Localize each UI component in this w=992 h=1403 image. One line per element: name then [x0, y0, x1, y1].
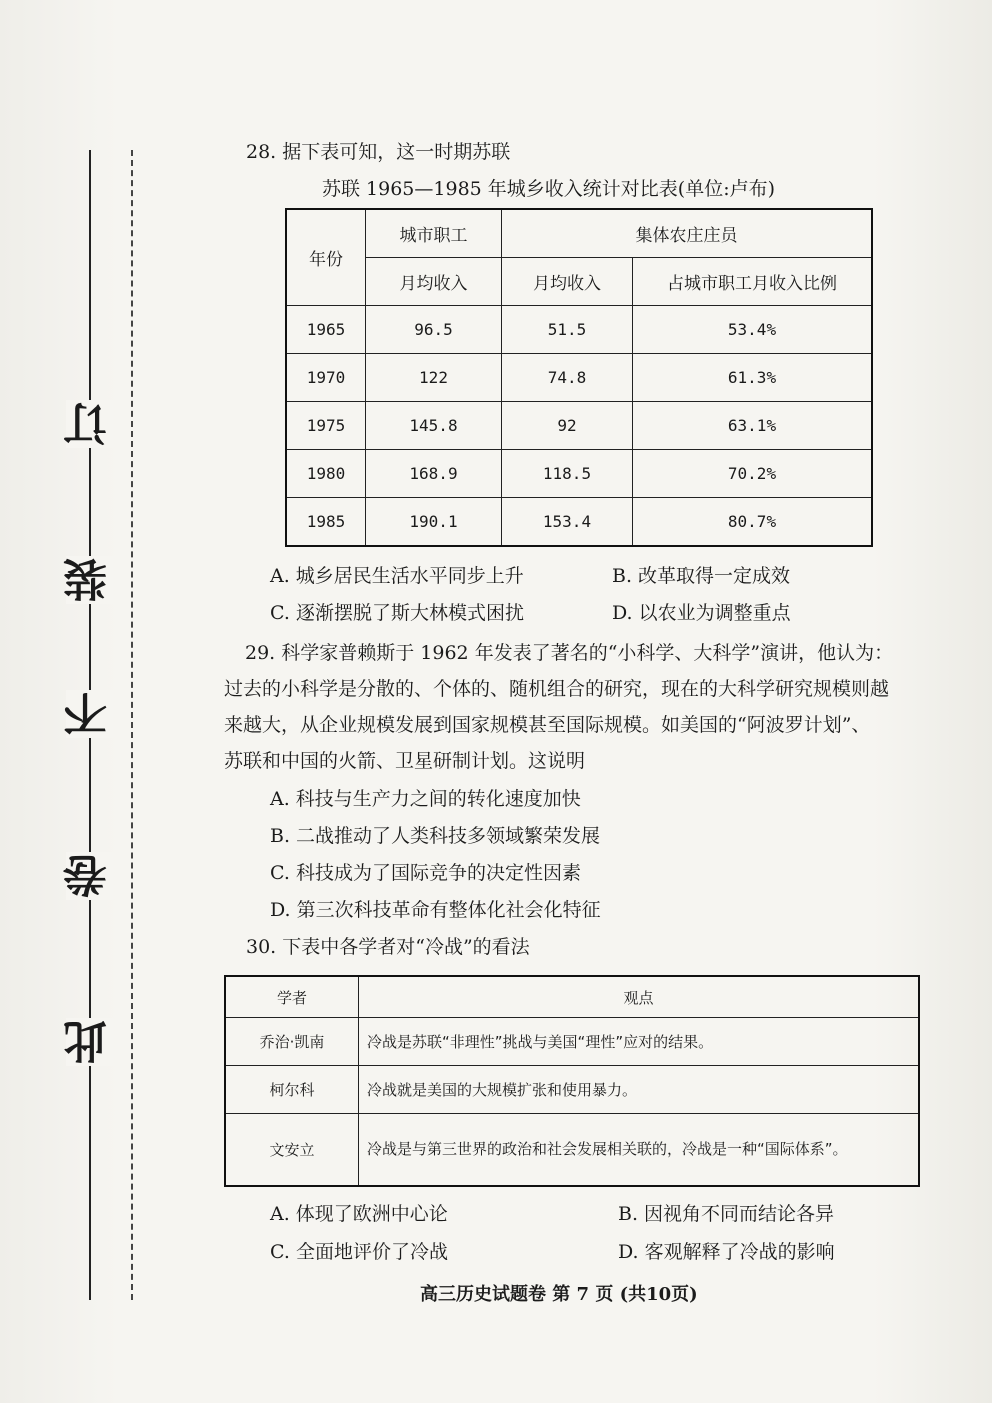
- cell-view: 冷战是苏联“非理性”挑战与美国“理性”应对的结果。: [359, 1018, 920, 1066]
- q29-line-2: 过去的小科学是分散的、个体的、随机组合的研究，现在的大科学研究规模则越: [224, 678, 890, 700]
- table-row: [286, 498, 872, 547]
- cell-year: 1985: [286, 498, 366, 547]
- binding-dashed-line: [131, 150, 133, 1300]
- cell-urban: 145.8: [366, 402, 502, 450]
- table-row: [286, 402, 872, 450]
- header-collective: 集体农庄庄员: [502, 209, 873, 258]
- cell-ratio: 61.3%: [633, 354, 873, 402]
- cell-collective: 153.4: [502, 498, 633, 547]
- q28-table-caption: 苏联 1965—1985 年城乡收入统计对比表(单位:卢布): [322, 178, 776, 200]
- margin-char-4: 装: [64, 558, 115, 602]
- cell-view: 冷战就是美国的大规模扩张和使用暴力。: [359, 1066, 920, 1114]
- page-footer: 高三历史试题卷 第 7 页 (共10页): [420, 1284, 698, 1305]
- cell-urban: 122: [366, 354, 502, 402]
- table-row: [225, 1066, 919, 1114]
- cell-collective: 118.5: [502, 450, 633, 498]
- q30-option-d[interactable]: D. 客观解释了冷战的影响: [618, 1241, 835, 1263]
- margin-char-3: 不: [64, 692, 115, 736]
- cell-year: 1970: [286, 354, 366, 402]
- cell-year: 1980: [286, 450, 366, 498]
- cell-collective: 51.5: [502, 306, 633, 354]
- header-collective-monthly: 月均收入: [502, 258, 633, 306]
- cell-scholar: 柯尔科: [225, 1066, 359, 1114]
- header-view: 观点: [359, 976, 920, 1018]
- q28-option-c[interactable]: C. 逐渐摆脱了斯大林模式困扰: [270, 602, 524, 624]
- q29-option-d[interactable]: D. 第三次科技革命有整体化社会化特征: [270, 899, 601, 921]
- q30-stem: 30. 下表中各学者对“冷战”的看法: [246, 936, 530, 958]
- header-urban: 城市职工: [366, 209, 502, 258]
- cell-ratio: 70.2%: [633, 450, 873, 498]
- q28-option-b[interactable]: B. 改革取得一定成效: [612, 565, 791, 587]
- header-ratio: 占城市职工月收入比例: [633, 258, 873, 306]
- cell-scholar: 乔治·凯南: [225, 1018, 359, 1066]
- table-row: [225, 1018, 919, 1066]
- table-row: [286, 354, 872, 402]
- q29-option-c[interactable]: C. 科技成为了国际竞争的决定性因素: [270, 862, 581, 884]
- q28-stem: 28. 据下表可知，这一时期苏联: [246, 141, 511, 163]
- table-row: [286, 306, 872, 354]
- cell-view: 冷战是与第三世界的政治和社会发展相关联的，冷战是一种“国际体系”。: [359, 1114, 920, 1186]
- q30-option-b[interactable]: B. 因视角不同而结论各异: [618, 1203, 835, 1225]
- cell-urban: 96.5: [366, 306, 502, 354]
- q30-option-a[interactable]: A. 体现了欧洲中心论: [270, 1203, 448, 1225]
- margin-char-1: 此: [64, 1020, 115, 1064]
- q30-option-c[interactable]: C. 全面地评价了冷战: [270, 1241, 448, 1263]
- q30-scholar-table: [224, 975, 920, 1187]
- q29-line-3: 来越大，从企业规模发展到国家规模甚至国际规模。如美国的“阿波罗计划”、: [224, 714, 871, 736]
- margin-char-2: 卷: [64, 854, 115, 898]
- cell-collective: 92: [502, 402, 633, 450]
- q28-option-a[interactable]: A. 城乡居民生活水平同步上升: [270, 565, 524, 587]
- cell-ratio: 63.1%: [633, 402, 873, 450]
- cell-ratio: 80.7%: [633, 498, 873, 547]
- q29-line-1: 29. 科学家普赖斯于 1962 年发表了著名的“小科学、大科学”演讲，他认为：: [245, 642, 894, 664]
- cell-year: 1965: [286, 306, 366, 354]
- cell-urban: 168.9: [366, 450, 502, 498]
- header-year: 年份: [286, 209, 366, 306]
- header-scholar: 学者: [225, 976, 359, 1018]
- cell-collective: 74.8: [502, 354, 633, 402]
- cell-urban: 190.1: [366, 498, 502, 547]
- margin-char-5: 订: [64, 402, 115, 446]
- header-urban-monthly: 月均收入: [366, 258, 502, 306]
- cell-year: 1975: [286, 402, 366, 450]
- cell-scholar: 文安立: [225, 1114, 359, 1186]
- q28-option-d[interactable]: D. 以农业为调整重点: [612, 602, 791, 624]
- q28-income-table: [285, 208, 873, 547]
- table-row: [286, 450, 872, 498]
- q29-line-4: 苏联和中国的火箭、卫星研制计划。这说明: [224, 750, 586, 772]
- q29-option-a[interactable]: A. 科技与生产力之间的转化速度加快: [270, 788, 581, 810]
- q29-option-b[interactable]: B. 二战推动了人类科技多领域繁荣发展: [270, 825, 601, 847]
- table-row: [225, 1114, 919, 1186]
- cell-ratio: 53.4%: [633, 306, 873, 354]
